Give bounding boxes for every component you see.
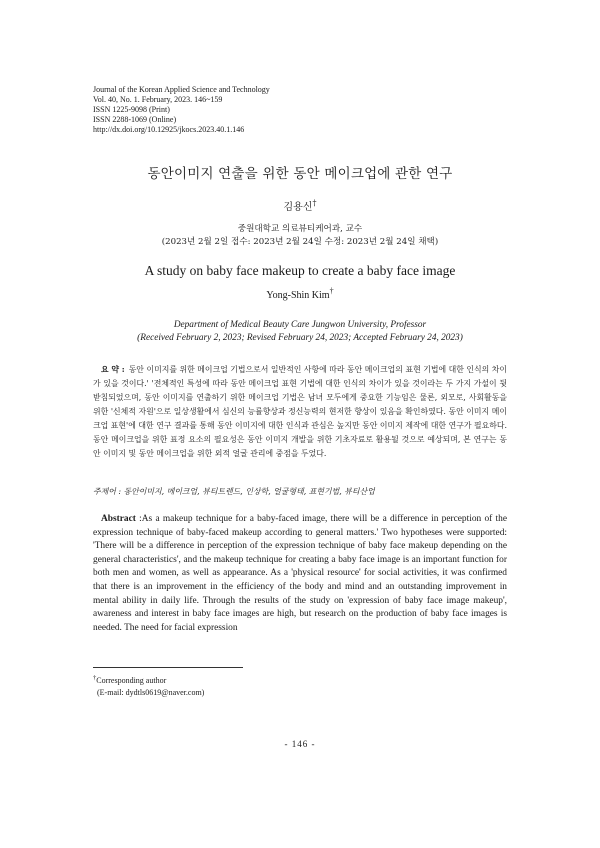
korean-keywords-text: 동안이미지, 메이크업, 뷰티트렌드, 인상학, 얼굴형태, 표현기법, 뷰티산업 (123, 487, 375, 496)
journal-name: Journal of the Korean Applied Science and Technology (93, 85, 270, 94)
korean-affiliation: 중원대학교 의료뷰티케어과, 교수 (237, 224, 363, 234)
korean-abstract-text: 동안 이미지를 위한 메이크업 기법으로서 일반적인 사항에 따라 동안 메이크업의 표현 기법에 대한 인식의 차이가 있을 것이다.' '전체적인 특성에 따라 동안 메이크업 표현 기법에 대한 인식의 차이가 있을 것이라는 두 가지 가설이 뒷받침되었으며, 동안 이미지를 연출하기 위한 메이크업 기법은 남녀 모두에게 중요한 기능임은 물론, 외모로, 사회활동을 위한 '신체적 자원'으로 일상생활에서 심신의 능률향상과 정신능력의 현저한 향상이 있음을 확인하였다. 동안 이미지 메이크업 표현'에 대한 연구 결과를 통해 동안 이미지에 대한 인식과 관심은 높지만 동안 이미지 제작에 대한 연구가 필요하다. 동안 메이크업을 위한 표정 요소의 필요성은 동안 이미지 개발을 위한 기초자료로 활용될 것으로 예상되며, 본 연구는 동안 이미지 및 동안 메이크업을 위한 외적 얼굴 관리에 중점을 두었다. (93, 365, 508, 458)
issn-online: ISSN 2288-1069 (Online) (93, 115, 177, 124)
footnote (93, 675, 204, 699)
korean-abstract (93, 363, 507, 461)
english-author-mark: † (329, 286, 334, 296)
english-abstract-label: Abstract (101, 514, 136, 524)
english-abstract-text: :As a makeup technique for a baby-faced image, there will be a difference in perception of the expression technique of baby-faced makeup according to general matters.' Two hypotheses were supported: 'There will be a difference in perception of the expression technique of baby face makeup depending on the general characteristics', and the makeup technique for creating a baby face image is an important function for both men and women, as well as appearance. As a 'physical resource' for social activities, it was confirmed that there is an improvement in the efficiency of the body and mind and an outstanding improvement in mental ability in daily life. Through the results of the study on 'expression of baby face image makeup', awareness and interest in baby face images are high, but research on the production of baby face images is needed. The need for facial expression (93, 514, 508, 633)
korean-dates: (2023년 2월 2일 접수: 2023년 2월 24일 수정: 2023년 2월 24일 채택) (161, 237, 439, 247)
page-number: - 146 - (284, 739, 316, 749)
footnote-label: Corresponding author (96, 676, 167, 685)
english-dates: (Received February 2, 2023; Revised February 24, 2023; Accepted February 24, 2023) (137, 333, 463, 343)
footnote-mark: † (93, 674, 97, 682)
korean-title: 동안이미지 연출을 위한 동안 메이크업에 관한 연구 (147, 166, 453, 182)
english-title: A study on baby face makeup to create a baby face image (144, 263, 456, 278)
korean-keywords (93, 486, 507, 497)
english-author-name: Yong-Shin Kim (266, 290, 330, 301)
english-abstract (93, 513, 507, 635)
english-affiliation-block (0, 319, 600, 345)
korean-author-mark: † (312, 198, 317, 208)
korean-affiliation-block (0, 223, 600, 249)
english-affiliation: Department of Medical Beauty Care Jungwon University, Professor (173, 320, 427, 330)
footnote-divider (93, 667, 243, 668)
footnote-email: (E-mail: dydtls0619@naver.com) (97, 688, 205, 697)
journal-info (93, 85, 270, 135)
korean-author-name: 김용신 (283, 202, 313, 213)
journal-volume: Vol. 40, No. 1. February, 2023. 146~159 (93, 95, 223, 104)
doi-link[interactable]: http://dx.doi.org/10.12925/jkocs.2023.40.1.146 (93, 125, 245, 134)
footnote-corresponding (93, 675, 204, 687)
english-author (0, 286, 600, 301)
korean-abstract-label: 요 약 : (101, 365, 125, 374)
korean-author (0, 198, 600, 213)
korean-keywords-label: 주제어 : (93, 487, 122, 496)
issn-print: ISSN 1225-9098 (Print) (93, 105, 170, 114)
